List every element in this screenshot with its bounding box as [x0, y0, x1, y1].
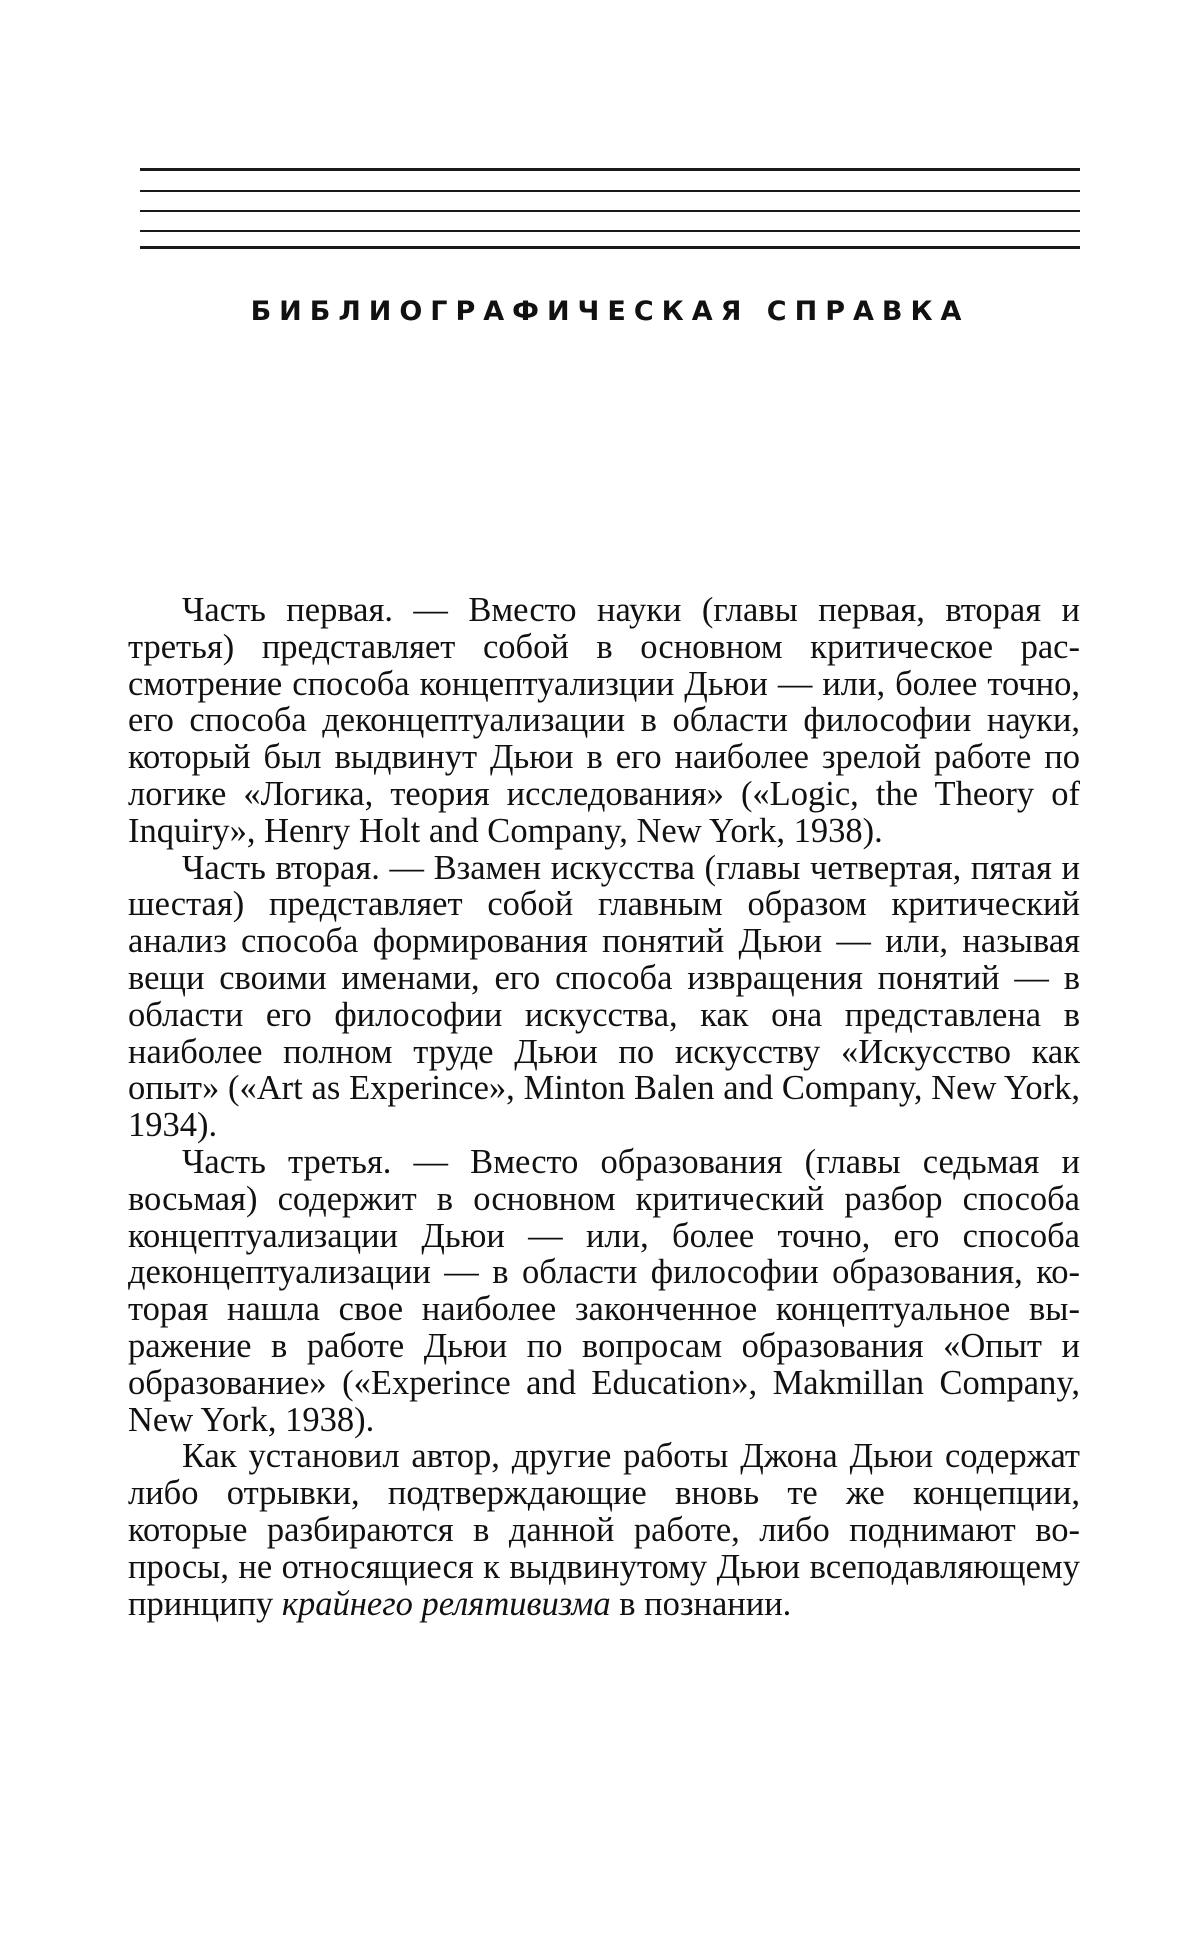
paragraph-part-one: Часть первая. — Вместо науки (главы первая, вторая и третья) представляет собой в основном критическое рассмотрение способа концептуализции Дьюи — или, более точно, его способа деконцептуализации в области философии науки, который был выдвинут Дьюи в его наиболее зрелой работе по логике «Логика, теория исследования» («Logic, the Theory of Inquiry», Henry Holt and Company, New York, 1938). [128, 591, 1080, 850]
header-rules [140, 168, 1080, 250]
conclusion-text-start: Как установил автор, другие работы Джона Дьюи содержат либо отрывки, подтверждающие вновь те же концепции, которые разбираются в данной работе, либо поднимают вопросы, не относящиеся к выдвинутому Дьюи всеподавляющему принципу [128, 1437, 1080, 1623]
header-rule [140, 190, 1080, 192]
header-rule [140, 210, 1080, 212]
paragraph-conclusion [128, 1438, 1080, 1622]
emphasis-text: крайнего релятивизма [281, 1584, 611, 1623]
header-rule [140, 230, 1080, 232]
header-rule [140, 246, 1080, 249]
page-title: БИБЛИОГРАФИЧЕСКАЯ СПРАВКА [250, 296, 970, 327]
conclusion-text-end: в познании. [610, 1584, 792, 1623]
paragraph-part-two: Часть вторая. — Взамен искусства (главы четвертая, пятая и шестая) представляет собой главным образом критический анализ способа формирования понятий Дьюи — или, называя вещи своими именами, его способа извращения понятий — в области его философии искусства, как она представлена в наиболее полном труде Дьюи по искусству «Искусство как опыт» («Art as Experince», Minton Balen and Company, New York, 1934). [128, 848, 1080, 1145]
paragraph-part-three: Часть третья. — Вместо образования (главы седьмая и восьмая) содержит в основном критический разбор способа концептуализации Дьюи — или, более точно, его способа деконцептуализации — в области философии образования, которая нашла свое наиболее законченное концептуальное выражение в работе Дьюи по вопросам образования «Опыт и образование» («Experince and Education», Makmillan Company, New York, 1938). [128, 1142, 1080, 1439]
header-rule [140, 168, 1080, 171]
body-text [128, 592, 1080, 1622]
